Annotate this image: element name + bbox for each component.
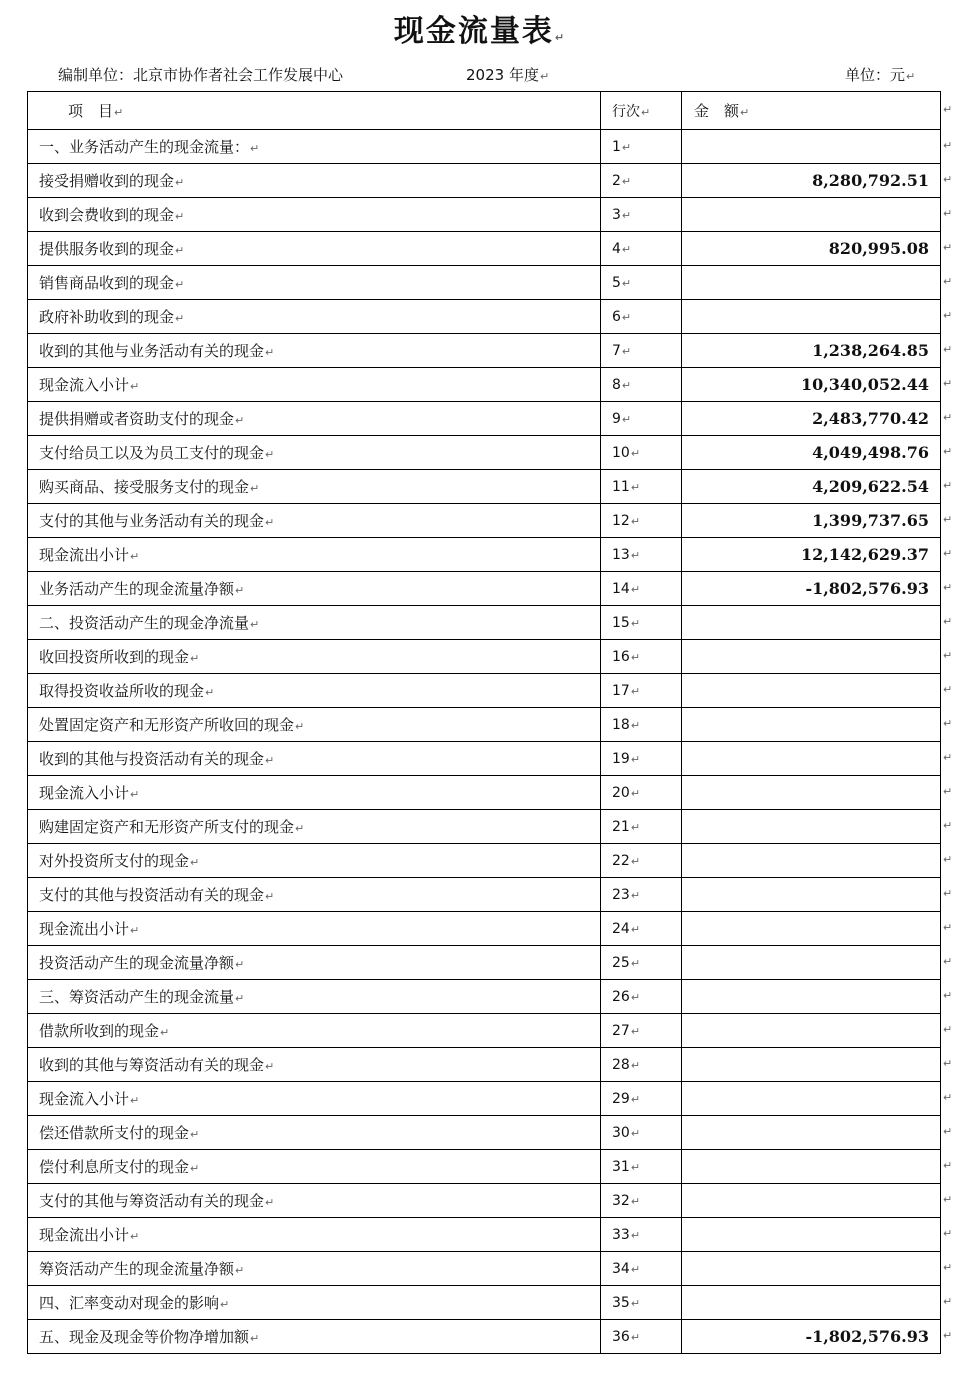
paragraph-mark-icon: ↵ [539,70,550,83]
paragraph-mark-icon: ↵ [943,308,953,322]
table-row [28,1184,941,1218]
paragraph-mark-icon: ↵ [175,312,185,325]
table-row [28,334,941,368]
paragraph-mark-icon: ↵ [265,1196,275,1209]
row-amount [682,198,941,232]
table-row [28,436,941,470]
row-item-label: 收到的其他与筹资活动有关的现金↵ [28,1048,601,1082]
paragraph-mark-icon: ↵ [943,206,953,220]
row-line-number: 29↵ [601,1082,682,1116]
paragraph-mark-icon: ↵ [130,1094,140,1107]
paragraph-mark-icon: ↵ [265,516,275,529]
paragraph-mark-icon: ↵ [630,1194,641,1208]
row-item-label: 现金流出小计↵ [28,912,601,946]
paragraph-mark-icon: ↵ [630,480,641,494]
row-line-number: 5↵ [601,266,682,300]
row-line-number: 12↵ [601,504,682,538]
paragraph-mark-icon: ↵ [630,854,641,868]
row-line-number: 22↵ [601,844,682,878]
paragraph-mark-icon: ↵ [943,1124,953,1138]
row-item-label: 偿还借款所支付的现金↵ [28,1116,601,1150]
row-item-label: 政府补助收到的现金↵ [28,300,601,334]
row-amount [682,810,941,844]
row-amount [682,776,941,810]
paragraph-mark-icon: ↵ [943,682,953,696]
paragraph-mark-icon: ↵ [130,788,140,801]
table-row [28,674,941,708]
row-amount: 12,142,629.37 [682,538,941,572]
row-line-number: 18↵ [601,708,682,742]
paragraph-mark-icon: ↵ [621,140,632,154]
row-line-number: 35↵ [601,1286,682,1320]
paragraph-mark-icon: ↵ [621,276,632,290]
row-item-label: 对外投资所支付的现金↵ [28,844,601,878]
row-line-number: 7↵ [601,334,682,368]
paragraph-mark-icon: ↵ [943,376,953,390]
table-row [28,1252,941,1286]
row-line-number: 32↵ [601,1184,682,1218]
row-line-number: 33↵ [601,1218,682,1252]
paragraph-mark-icon: ↵ [175,278,185,291]
paragraph-mark-icon: ↵ [943,784,953,798]
table-header-row [28,92,941,130]
table-row [28,402,941,436]
paragraph-mark-icon: ↵ [630,820,641,834]
row-amount [682,1286,941,1320]
row-line-number: 10↵ [601,436,682,470]
paragraph-mark-icon: ↵ [630,1126,641,1140]
row-line-number: 2↵ [601,164,682,198]
row-item-label: 现金流出小计↵ [28,1218,601,1252]
row-line-number: 31↵ [601,1150,682,1184]
paragraph-mark-icon: ↵ [630,718,641,732]
table-row [28,1082,941,1116]
row-amount [682,742,941,776]
paragraph-mark-icon: ↵ [943,886,953,900]
paragraph-mark-icon: ↵ [943,138,953,152]
table-row [28,912,941,946]
row-line-number: 13↵ [601,538,682,572]
row-line-number: 4↵ [601,232,682,266]
row-amount: 1,399,737.65 [682,504,941,538]
year-label: 2023 年度↵ [466,66,550,84]
paragraph-mark-icon: ↵ [295,822,305,835]
row-amount [682,1218,941,1252]
paragraph-mark-icon: ↵ [265,448,275,461]
row-amount: -1,802,576.93 [682,572,941,606]
table-row [28,708,941,742]
paragraph-mark-icon: ↵ [943,1260,953,1274]
paragraph-mark-icon: ↵ [235,958,245,971]
paragraph-mark-icon: ↵ [250,142,260,155]
paragraph-mark-icon: ↵ [250,618,260,631]
table-row [28,1150,941,1184]
row-amount [682,980,941,1014]
paragraph-mark-icon: ↵ [630,922,641,936]
row-line-number: 1↵ [601,130,682,164]
table-row [28,538,941,572]
paragraph-mark-icon: ↵ [943,648,953,662]
row-line-number: 17↵ [601,674,682,708]
row-amount: 4,209,622.54 [682,470,941,504]
paragraph-mark-icon: ↵ [630,1330,641,1344]
paragraph-mark-icon: ↵ [943,852,953,866]
paragraph-mark-icon: ↵ [630,1024,641,1038]
row-amount [682,912,941,946]
row-line-number: 14↵ [601,572,682,606]
table-row [28,232,941,266]
paragraph-mark-icon: ↵ [235,584,245,597]
row-item-label: 接受捐赠收到的现金↵ [28,164,601,198]
row-item-label: 现金流入小计↵ [28,368,601,402]
paragraph-mark-icon: ↵ [220,1298,230,1311]
paragraph-mark-icon: ↵ [630,1228,641,1242]
paragraph-mark-icon: ↵ [621,242,632,256]
row-amount [682,1048,941,1082]
row-line-number: 16↵ [601,640,682,674]
table-row [28,1218,941,1252]
row-amount: 820,995.08 [682,232,941,266]
row-item-label: 提供服务收到的现金↵ [28,232,601,266]
paragraph-mark-icon: ↵ [621,412,632,426]
row-item-label: 支付给员工以及为员工支付的现金↵ [28,436,601,470]
table-row [28,1320,941,1354]
paragraph-mark-icon: ↵ [906,70,916,83]
table-row [28,164,941,198]
row-item-label: 借款所收到的现金↵ [28,1014,601,1048]
header-item: 项 目↵ [28,92,601,130]
row-line-number: 19↵ [601,742,682,776]
row-amount [682,130,941,164]
table-row [28,266,941,300]
row-amount [682,708,941,742]
row-amount [682,606,941,640]
table-row [28,300,941,334]
row-item-label: 收到的其他与投资活动有关的现金↵ [28,742,601,776]
table-row [28,980,941,1014]
row-line-number: 8↵ [601,368,682,402]
paragraph-mark-icon: ↵ [943,1328,953,1342]
row-item-label: 购买商品、接受服务支付的现金↵ [28,470,601,504]
row-line-number: 15↵ [601,606,682,640]
paragraph-mark-icon: ↵ [943,716,953,730]
paragraph-mark-icon: ↵ [621,344,632,358]
org-label: 编制单位：北京市协作者社会工作发展中心 [58,66,344,84]
paragraph-mark-icon: ↵ [265,346,275,359]
paragraph-mark-icon: ↵ [943,1056,953,1070]
paragraph-mark-icon: ↵ [630,1058,641,1072]
paragraph-mark-icon: ↵ [943,750,953,764]
paragraph-mark-icon: ↵ [190,856,200,869]
table-row [28,504,941,538]
paragraph-mark-icon: ↵ [114,106,124,119]
paragraph-mark-icon: ↵ [943,1090,953,1104]
row-item-label: 提供捐赠或者资助支付的现金↵ [28,402,601,436]
row-item-label: 收回投资所收到的现金↵ [28,640,601,674]
table-row [28,130,941,164]
paragraph-mark-icon: ↵ [630,888,641,902]
paragraph-mark-icon: ↵ [943,988,953,1002]
paragraph-mark-icon: ↵ [943,614,953,628]
paragraph-mark-icon: ↵ [943,444,953,458]
paragraph-mark-icon: ↵ [175,210,185,223]
table-row [28,878,941,912]
row-amount [682,266,941,300]
paragraph-mark-icon: ↵ [235,414,245,427]
row-line-number: 36↵ [601,1320,682,1354]
paragraph-mark-icon: ↵ [130,380,140,393]
cash-flow-table [27,91,941,1354]
row-amount [682,878,941,912]
paragraph-mark-icon: ↵ [630,1160,641,1174]
paragraph-mark-icon: ↵ [943,818,953,832]
row-amount [682,1252,941,1286]
row-item-label: 现金流入小计↵ [28,1082,601,1116]
paragraph-mark-icon: ↵ [630,582,641,596]
paragraph-mark-icon: ↵ [621,208,632,222]
paragraph-mark-icon: ↵ [630,616,641,630]
row-amount [682,1082,941,1116]
document-title: 现金流量表↵ [393,14,567,49]
paragraph-mark-icon: ↵ [943,954,953,968]
row-line-number: 27↵ [601,1014,682,1048]
paragraph-mark-icon: ↵ [630,990,641,1004]
row-amount: 1,238,264.85 [682,334,941,368]
row-amount: 4,049,498.76 [682,436,941,470]
paragraph-mark-icon: ↵ [943,1158,953,1172]
row-line-number: 34↵ [601,1252,682,1286]
table-row [28,368,941,402]
paragraph-mark-icon: ↵ [190,1162,200,1175]
table-row [28,810,941,844]
paragraph-mark-icon: ↵ [235,1264,245,1277]
paragraph-mark-icon: ↵ [265,754,275,767]
paragraph-mark-icon: ↵ [250,1332,260,1345]
paragraph-mark-icon: ↵ [943,274,953,288]
paragraph-mark-icon: ↵ [943,1226,953,1240]
row-amount: 10,340,052.44 [682,368,941,402]
paragraph-mark-icon: ↵ [130,924,140,937]
paragraph-mark-icon: ↵ [175,176,185,189]
table-row [28,1048,941,1082]
paragraph-mark-icon: ↵ [943,546,953,560]
paragraph-mark-icon: ↵ [630,1262,641,1276]
row-line-number: 25↵ [601,946,682,980]
row-amount: -1,802,576.93 [682,1320,941,1354]
table-row [28,470,941,504]
paragraph-mark-icon: ↵ [630,684,641,698]
paragraph-mark-icon: ↵ [943,342,953,356]
row-item-label: 支付的其他与投资活动有关的现金↵ [28,878,601,912]
row-item-label: 销售商品收到的现金↵ [28,266,601,300]
currency-label: 单位：元↵ [845,66,916,84]
table-row [28,572,941,606]
row-item-label: 筹资活动产生的现金流量净额↵ [28,1252,601,1286]
row-line-number: 26↵ [601,980,682,1014]
row-amount: 2,483,770.42 [682,402,941,436]
row-item-label: 现金流出小计↵ [28,538,601,572]
row-item-label: 支付的其他与业务活动有关的现金↵ [28,504,601,538]
paragraph-mark-icon: ↵ [630,956,641,970]
table-row [28,1014,941,1048]
row-item-label: 现金流入小计↵ [28,776,601,810]
paragraph-mark-icon: ↵ [943,172,953,186]
row-amount: 8,280,792.51 [682,164,941,198]
paragraph-mark-icon: ↵ [943,410,953,424]
row-item-label: 收到会费收到的现金↵ [28,198,601,232]
paragraph-mark-icon: ↵ [250,482,260,495]
row-item-label: 购建固定资产和无形资产所支付的现金↵ [28,810,601,844]
header-line: 行次↵ [601,92,682,130]
paragraph-mark-icon: ↵ [740,106,750,119]
paragraph-mark-icon: ↵ [630,650,641,664]
row-line-number: 28↵ [601,1048,682,1082]
row-line-number: 20↵ [601,776,682,810]
paragraph-mark-icon: ↵ [943,1192,953,1206]
row-amount [682,1014,941,1048]
paragraph-mark-icon: ↵ [943,580,953,594]
table-row [28,776,941,810]
table-row [28,742,941,776]
paragraph-mark-icon: ↵ [630,548,641,562]
paragraph-mark-icon: ↵ [943,478,953,492]
table-row [28,844,941,878]
paragraph-mark-icon: ↵ [943,1294,953,1308]
row-item-label: 一、业务活动产生的现金流量：↵ [28,130,601,164]
row-amount [682,1150,941,1184]
paragraph-mark-icon: ↵ [943,1022,953,1036]
row-amount [682,1184,941,1218]
paragraph-mark-icon: ↵ [943,920,953,934]
paragraph-mark-icon: ↵ [943,512,953,526]
table-row [28,1286,941,1320]
row-amount [682,640,941,674]
row-item-label: 五、现金及现金等价物净增加额↵ [28,1320,601,1354]
paragraph-mark-icon: ↵ [235,992,245,1005]
table-row [28,198,941,232]
row-amount [682,946,941,980]
row-item-label: 偿付利息所支付的现金↵ [28,1150,601,1184]
table-row [28,946,941,980]
paragraph-mark-icon: ↵ [295,720,305,733]
paragraph-mark-icon: ↵ [554,31,567,44]
paragraph-mark-icon: ↵ [630,752,641,766]
paragraph-mark-icon: ↵ [205,686,215,699]
paragraph-mark-icon: ↵ [943,102,953,116]
row-item-label: 四、汇率变动对现金的影响↵ [28,1286,601,1320]
row-item-label: 三、筹资活动产生的现金流量↵ [28,980,601,1014]
paragraph-mark-icon: ↵ [630,446,641,460]
paragraph-mark-icon: ↵ [630,1092,641,1106]
paragraph-mark-icon: ↵ [943,240,953,254]
row-item-label: 收到的其他与业务活动有关的现金↵ [28,334,601,368]
row-item-label: 投资活动产生的现金流量净额↵ [28,946,601,980]
header-amount: 金 额↵ [682,92,941,130]
row-amount [682,300,941,334]
row-amount [682,674,941,708]
row-line-number: 21↵ [601,810,682,844]
paragraph-mark-icon: ↵ [190,1128,200,1141]
row-item-label: 二、投资活动产生的现金净流量↵ [28,606,601,640]
row-item-label: 取得投资收益所收的现金↵ [28,674,601,708]
row-amount [682,1116,941,1150]
row-line-number: 9↵ [601,402,682,436]
table-row [28,640,941,674]
paragraph-mark-icon: ↵ [621,174,632,188]
row-item-label: 业务活动产生的现金流量净额↵ [28,572,601,606]
table-row [28,606,941,640]
row-line-number: 30↵ [601,1116,682,1150]
row-item-label: 支付的其他与筹资活动有关的现金↵ [28,1184,601,1218]
paragraph-mark-icon: ↵ [130,1230,140,1243]
paragraph-mark-icon: ↵ [630,514,641,528]
table-row [28,1116,941,1150]
row-line-number: 23↵ [601,878,682,912]
row-line-number: 3↵ [601,198,682,232]
paragraph-mark-icon: ↵ [265,1060,275,1073]
row-item-label: 处置固定资产和无形资产所收回的现金↵ [28,708,601,742]
row-line-number: 6↵ [601,300,682,334]
row-line-number: 24↵ [601,912,682,946]
paragraph-mark-icon: ↵ [190,652,200,665]
paragraph-mark-icon: ↵ [130,550,140,563]
paragraph-mark-icon: ↵ [641,105,651,119]
paragraph-mark-icon: ↵ [175,244,185,257]
paragraph-mark-icon: ↵ [160,1026,170,1039]
paragraph-mark-icon: ↵ [265,890,275,903]
row-line-number: 11↵ [601,470,682,504]
row-amount [682,844,941,878]
paragraph-mark-icon: ↵ [621,310,632,324]
paragraph-mark-icon: ↵ [630,786,641,800]
paragraph-mark-icon: ↵ [630,1296,641,1310]
paragraph-mark-icon: ↵ [621,378,632,392]
